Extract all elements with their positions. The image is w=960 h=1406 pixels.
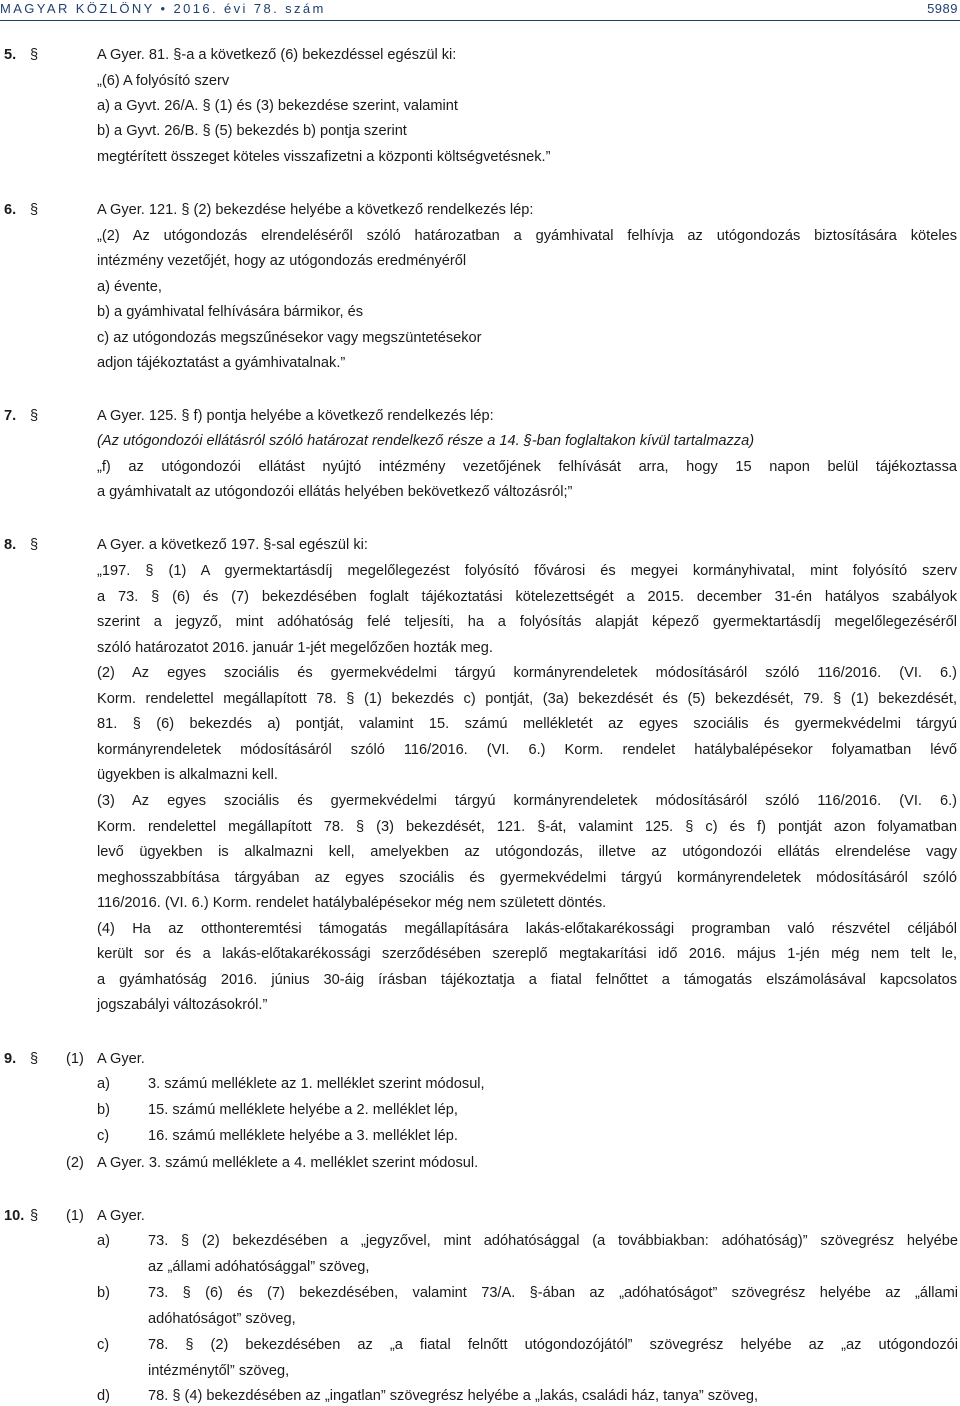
- text-line: (4) Ha az otthonteremtési támogatás megállapítására lakás-előtakarékossági programban való részvétel céljából: [97, 921, 957, 937]
- paragraph-sign: §: [30, 1208, 39, 1224]
- text-line: kormányrendeletek módosításáról szóló 116/2016. (VI. 6.) Korm. rendelet hatálybalépésekor folyamatban lévő: [97, 742, 957, 758]
- subsection-number: (2): [66, 1155, 84, 1171]
- section-number: 7.: [4, 408, 17, 424]
- item-text: az „állami adóhatósággal” szöveg,: [148, 1259, 370, 1275]
- text-line: (2) Az egyes szociális és gyermekvédelmi tárgyú kormányrendeletek módosításáról szóló 116/2016. (VI. 6.): [97, 665, 957, 681]
- text-line: A Gyer. a következő 197. §-sal egészül ki:: [97, 537, 368, 553]
- item-text: 78. § (4) bekezdésében az „ingatlan” szövegrész helyébe a „lakás, családi ház, tanya” szöveg,: [148, 1388, 759, 1404]
- section-number: 8.: [4, 537, 17, 553]
- item-text: adóhatóságot” szöveg,: [148, 1311, 296, 1327]
- text-line: c) az utógondozás megszűnésekor vagy megszüntetésekor: [97, 330, 482, 346]
- text-line: „197. § (1) A gyermektartásdíj megelőlegezést folyósító fővárosi és megyei kormányhivatal, mint folyósító szerv: [97, 563, 957, 579]
- item-label: a): [97, 1233, 110, 1249]
- text-line: megtérített összeget köteles visszafizetni a központi költségvetésnek.”: [97, 149, 551, 165]
- item-text: 15. számú melléklete helyébe a 2. melléklet lép,: [148, 1102, 458, 1118]
- page-number: 5989: [927, 1, 958, 16]
- item-label: d): [97, 1388, 110, 1404]
- text-line: A Gyer. 125. § f) pontja helyébe a következő rendelkezés lép:: [97, 408, 494, 424]
- item-label: b): [97, 1102, 110, 1118]
- subsection-number: (1): [66, 1051, 84, 1067]
- item-label: a): [97, 1076, 110, 1092]
- section-number: 6.: [4, 202, 17, 218]
- item-text: 3. számú melléklete az 1. melléklet szerint módosul,: [148, 1076, 485, 1092]
- text-line: a) évente,: [97, 279, 162, 295]
- paragraph-sign: §: [30, 47, 39, 63]
- section-number: 10.: [4, 1208, 25, 1224]
- text-line: ügyekben is alkalmazni kell.: [97, 767, 278, 783]
- text-line: a gyámhivatalt az utógondozói ellátás helyében bekövetkező változásról;”: [97, 484, 573, 500]
- item-label: c): [97, 1337, 110, 1353]
- text-line: 81. § (6) bekezdés a) pontját, valamint 15. számú mellékletét az egyes szociális és gyermekvédelmi tárgyú: [97, 716, 957, 732]
- text-line: A Gyer.: [97, 1208, 145, 1224]
- journal-title: MAGYAR KÖZLÖNY • 2016. évi 78. szám: [0, 1, 326, 16]
- text-line: Korm. rendelettel megállapított 78. § (1) bekezdés c) pontját, (3a) bekezdését és (5) bekezdését, 79. § (1) bekezdését,: [97, 691, 957, 707]
- text-line: b) a Gyvt. 26/B. § (5) bekezdés b) pontja szerint: [97, 123, 407, 139]
- text-line: Korm. rendelettel megállapított 78. § (3) bekezdését, 121. §-át, valamint 125. § c) és f) pontját azon folyamatban: [97, 819, 957, 835]
- item-text: 73. § (2) bekezdésében a „jegyzővel, mint adóhatósággal (a továbbiakban: adóhatóság)” szövegrész helyébe: [148, 1233, 958, 1249]
- text-line: jogszabályi változásokról.”: [97, 997, 268, 1013]
- text-line: került sor és a lakás-előtakarékossági szerződésében szereplő megtakarítási idő 2016. május 1-jén még nem telt le,: [97, 946, 957, 962]
- text-line: adjon tájékoztatást a gyámhivatalnak.”: [97, 355, 346, 371]
- item-label: b): [97, 1285, 110, 1301]
- text-line: „(6) A folyósító szerv: [97, 73, 230, 89]
- text-line: A Gyer. 81. §-a a következő (6) bekezdéssel egészül ki:: [97, 47, 457, 63]
- page-header: [0, 0, 960, 18]
- paragraph-sign: §: [30, 1051, 39, 1067]
- section-number: 5.: [4, 47, 17, 63]
- item-text: 73. § (6) és (7) bekezdésében, valamint 73/A. §-ában az „adóhatóságot” szövegrész helyébe az „állami: [148, 1285, 958, 1301]
- text-line: meghosszabbítása tárgyában az egyes szociális és gyermekvédelmi tárgyú kormányrendeletek módosításáról szóló: [97, 870, 957, 886]
- paragraph-sign: §: [30, 202, 39, 218]
- item-text: 16. számú melléklete helyébe a 3. melléklet lép.: [148, 1128, 458, 1144]
- paragraph-sign: §: [30, 537, 39, 553]
- header-rule: [0, 20, 960, 21]
- subsection-number: (1): [66, 1208, 84, 1224]
- item-text: 78. § (2) bekezdésében az „a fiatal felnőtt utógondozójától” szövegrész helyébe az „az utógondozói: [148, 1337, 958, 1353]
- text-line: A Gyer.: [97, 1051, 145, 1067]
- text-line: (Az utógondozói ellátásról szóló határozat rendelkező része a 14. §-ban foglaltakon kívül tartalmazza): [97, 433, 755, 449]
- text-line: 116/2016. (VI. 6.) Korm. rendelet hatálybalépésekor még nem született döntés.: [97, 895, 607, 911]
- text-line: „(2) Az utógondozás elrendeléséről szóló határozatban a gyámhivatal felhívja az utógondozás biztosítására köteles: [97, 228, 957, 244]
- text-line: A Gyer. 121. § (2) bekezdése helyébe a következő rendelkezés lép:: [97, 202, 534, 218]
- text-line: b) a gyámhivatal felhívására bármikor, és: [97, 304, 364, 320]
- section-number: 9.: [4, 1051, 17, 1067]
- text-line: a) a Gyvt. 26/A. § (1) és (3) bekezdése szerint, valamint: [97, 98, 458, 114]
- text-line: szerint a jegyző, mint adóhatóság felé teljesíti, ha a folyósítás alapját képező gyermektartásdíj megelőlegezéséről: [97, 614, 957, 630]
- text-line: „f) az utógondozói ellátást nyújtó intézmény vezetőjének felhívását arra, hogy 15 napon belül tájékoztassa: [97, 459, 957, 475]
- text-line: A Gyer. 3. számú melléklete a 4. melléklet szerint módosul.: [97, 1155, 479, 1171]
- text-line: intézmény vezetőjét, hogy az utógondozás eredményéről: [97, 253, 467, 269]
- text-line: a 73. § (6) és (7) bekezdésében foglalt tájékoztatási kötelezettségét a 2015. december 31-én hatályos szabályok: [97, 589, 957, 605]
- paragraph-sign: §: [30, 408, 39, 424]
- text-line: szóló határozatot 2016. január 1-jét megelőzően hozták meg.: [97, 640, 493, 656]
- item-label: c): [97, 1128, 110, 1144]
- text-line: (3) Az egyes szociális és gyermekvédelmi tárgyú kormányrendeletek módosításáról szóló 116/2016. (VI. 6.): [97, 793, 957, 809]
- item-text: intézménytől” szöveg,: [148, 1363, 290, 1379]
- text-line: levő ügyekben is alkalmazni kell, amelyekben az utógondozás, illetve az utógondozói ellátás elrendelése vagy: [97, 844, 957, 860]
- text-line: a gyámhatóság 2016. június 30-áig írásban tájékoztatja a fiatal felnőttet a támogatás elszámolásával kapcsolatos: [97, 972, 957, 988]
